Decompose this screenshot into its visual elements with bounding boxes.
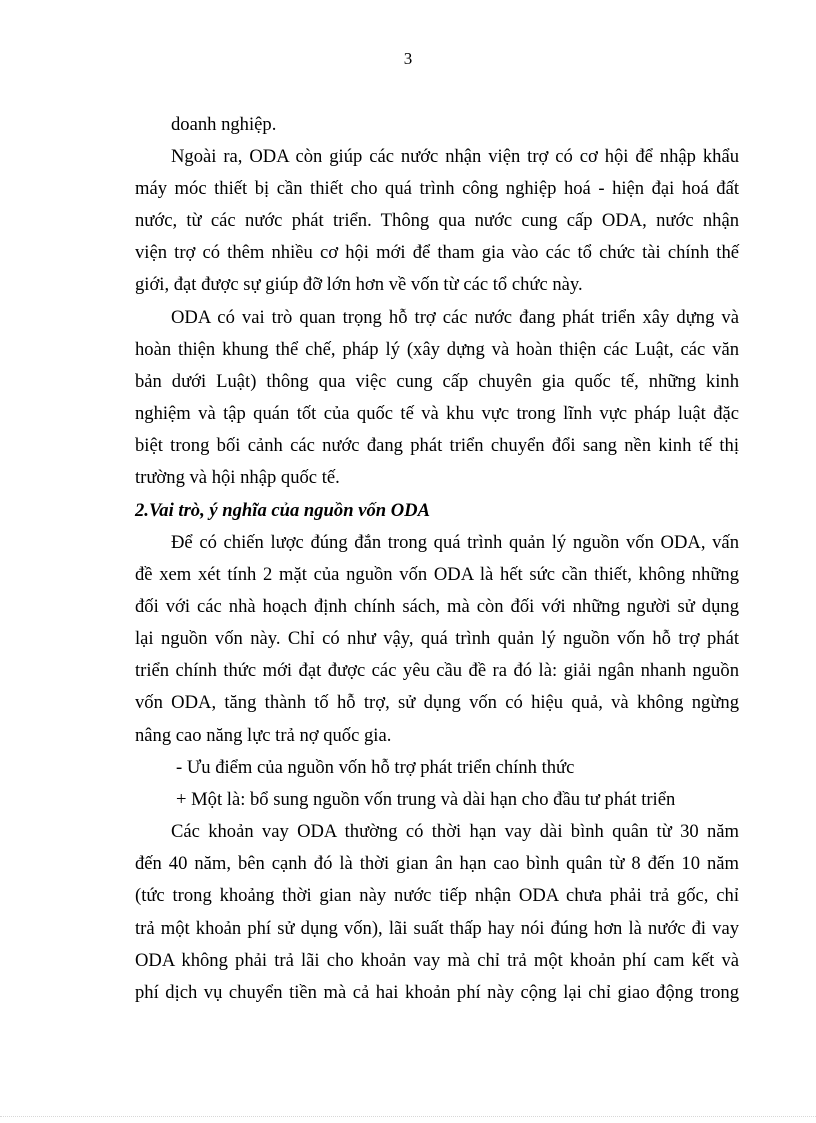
body-line: bản dưới Luật) thông qua việc cung cấp chuyên gia quốc tế, những kinh <box>135 371 739 392</box>
body-line: Các khoản vay ODA thường có thời hạn vay dài bình quân từ 30 năm <box>171 821 739 842</box>
body-line: (tức trong khoảng thời gian này nước tiếp nhận ODA chưa phải trả gốc, chỉ <box>135 885 739 906</box>
body-line: viện trợ có thêm nhiều cơ hội mới để tham gia vào các tổ chức tài chính thế <box>135 242 739 263</box>
body-line: phí dịch vụ chuyển tiền mà cả hai khoản phí này cộng lại chỉ giao động trong <box>135 982 739 1003</box>
body-line: nghiệm và tập quán tốt của quốc tế và khu vực trong lĩnh vực pháp luật đặc <box>135 403 739 424</box>
body-line: máy móc thiết bị cần thiết cho quá trình công nghiệp hoá - hiện đại hoá đất <box>135 178 739 199</box>
body-line: hoàn thiện khung thể chế, pháp lý (xây dựng và hoàn thiện các Luật, các văn <box>135 339 739 360</box>
body-line: trả một khoản phí sử dụng vốn), lãi suất thấp hay nói đúng hơn là nước đi vay <box>135 918 739 939</box>
list-item: + Một là: bổ sung nguồn vốn trung và dài hạn cho đầu tư phát triển <box>176 789 676 810</box>
body-line: đối với các nhà hoạch định chính sách, mà còn đối với những người sử dụng <box>135 596 739 617</box>
body-line: vốn ODA, tăng thành tố hỗ trợ, sử dụng vốn có hiệu quả, và không ngừng <box>135 692 739 713</box>
body-line: Ngoài ra, ODA còn giúp các nước nhận viện trợ có cơ hội để nhập khẩu <box>171 146 739 167</box>
body-line: nước, từ các nước phát triển. Thông qua nước cung cấp ODA, nước nhận <box>135 210 739 231</box>
body-line: triển chính thức mới đạt được các yêu cầu đề ra đó là: giải ngân nhanh nguồn <box>135 660 739 681</box>
list-item: - Ưu điểm của nguồn vốn hỗ trợ phát triển chính thức <box>176 757 575 778</box>
body-line: lại nguồn vốn này. Chỉ có như vậy, quá trình quản lý nguồn vốn hỗ trợ phát <box>135 628 739 649</box>
body-line: trường và hội nhập quốc tế. <box>135 467 340 488</box>
body-line: Để có chiến lược đúng đắn trong quá trình quản lý nguồn vốn ODA, vấn <box>171 532 739 553</box>
body-line: doanh nghiệp. <box>171 114 277 135</box>
body-line: giới, đạt được sự giúp đỡ lớn hơn về vốn từ các tổ chức này. <box>135 274 583 295</box>
body-line: biệt trong bối cảnh các nước đang phát triển chuyển đổi sang nền kinh tế thị <box>135 435 739 456</box>
page-number: 3 <box>403 49 413 68</box>
body-line: ODA có vai trò quan trọng hỗ trợ các nước đang phát triển xây dựng và <box>171 307 739 328</box>
body-line: nâng cao năng lực trả nợ quốc gia. <box>135 725 392 746</box>
section-heading: 2.Vai trò, ý nghĩa của nguồn vốn ODA <box>135 500 430 521</box>
body-line: đến 40 năm, bên cạnh đó là thời gian ân hạn cao bình quân từ 8 đến 10 năm <box>135 853 739 874</box>
body-line: ODA không phải trả lãi cho khoản vay mà chỉ trả một khoản phí cam kết và <box>135 950 739 971</box>
page-bottom-rule <box>0 1116 816 1117</box>
body-line: đề xem xét tính 2 mặt của nguồn vốn ODA là hết sức cần thiết, không những <box>135 564 739 585</box>
